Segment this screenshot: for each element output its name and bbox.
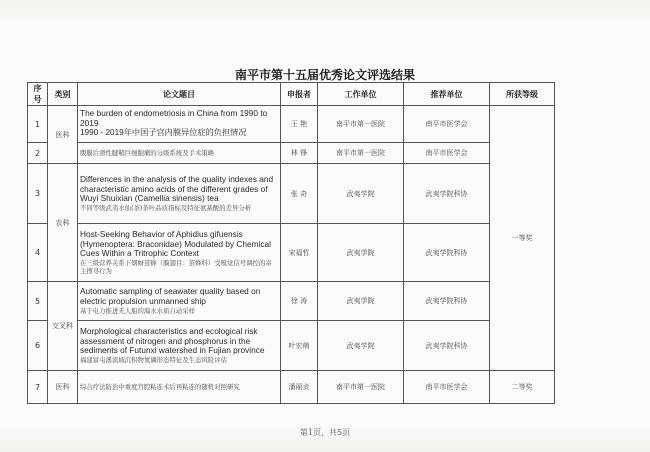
table-row bbox=[28, 321, 555, 371]
paper-title-en: Differences in the analysis of the quality indexes and characteristic amino acids of the different grades of Wuyi Shuixian (Camellia sinensis) tea bbox=[80, 174, 274, 204]
paper-title-zh: 腹膜后滑性腱鞘巨细胞瘤的分级系统及手术策略 bbox=[80, 149, 215, 157]
recommender: 武夷学院科协 bbox=[404, 164, 490, 224]
row-seq: 4 bbox=[28, 224, 48, 282]
author: 叶宏萌 bbox=[281, 321, 318, 371]
author: 潘丽贞 bbox=[281, 371, 318, 404]
category-agriculture: 农科 bbox=[48, 164, 78, 282]
work-unit: 武夷学院 bbox=[318, 321, 404, 371]
header-work-unit: 工作单位 bbox=[318, 83, 404, 106]
author: 林 锋 bbox=[281, 143, 318, 164]
table-row bbox=[28, 282, 555, 321]
work-unit: 南平市第一医院 bbox=[318, 106, 404, 143]
work-unit: 南平市第一医院 bbox=[318, 143, 404, 164]
paper-title bbox=[78, 143, 281, 164]
author: 徐 涛 bbox=[281, 282, 318, 321]
paper-title-en: Morphological characteristics and ecological risk assessment of nitrogen and phosphorus in the sediments of Futunxi watershed in Fujian province bbox=[80, 326, 265, 356]
paper-title bbox=[78, 164, 281, 224]
row-seq: 2 bbox=[28, 143, 48, 164]
work-unit: 武夷学院 bbox=[318, 282, 404, 321]
paper-title-zh: 基于电力推进无人船的海水水质自动采样 bbox=[80, 306, 196, 315]
author: 宋福哲 bbox=[281, 224, 318, 282]
award-first: 一等奖 bbox=[490, 106, 555, 371]
table-row bbox=[28, 143, 555, 164]
paper-title bbox=[78, 371, 281, 404]
author: 张 奇 bbox=[281, 164, 318, 224]
paper-title-zh: 在三级营养关系下烟蚜茧蜂（膜翅目：茧蜂科）受嗅觉信号调控的寄主搜寻行为 bbox=[80, 258, 272, 275]
header-title: 论文题目 bbox=[78, 83, 281, 106]
category-engineering: 交叉科 bbox=[48, 282, 78, 371]
header-category: 类别 bbox=[48, 83, 78, 106]
table-row bbox=[28, 106, 555, 143]
work-unit: 武夷学院 bbox=[318, 224, 404, 282]
paper-title bbox=[78, 106, 281, 143]
category-medical: 医科 bbox=[48, 371, 78, 404]
header-seq: 序号 bbox=[28, 83, 48, 106]
recommender: 南平市医学会 bbox=[404, 143, 490, 164]
recommender: 武夷学院科协 bbox=[404, 321, 490, 371]
document-title: 南平市第十五届优秀论文评选结果 bbox=[234, 68, 415, 82]
header-award: 所获等级 bbox=[490, 83, 555, 106]
page-footer: 第1页，共5页 bbox=[299, 428, 351, 437]
category-medical: 医科 bbox=[48, 106, 78, 164]
table-row bbox=[28, 224, 555, 282]
row-seq: 6 bbox=[28, 321, 48, 371]
recommender: 南平市医学会 bbox=[404, 371, 490, 404]
header-author: 申报者 bbox=[281, 83, 318, 106]
paper-title-en: Automatic sampling of seawater quality based on electric propulsion unmanned ship bbox=[80, 286, 261, 306]
results-table bbox=[27, 82, 555, 404]
paper-title-zh: 福建富屯溪流域沉积物氮磷形态特征及生态风险评估 bbox=[80, 355, 227, 364]
paper-title bbox=[78, 282, 281, 321]
row-seq: 5 bbox=[28, 282, 48, 321]
award-second: 二等奖 bbox=[490, 371, 555, 404]
recommender: 南平市医学会 bbox=[404, 106, 490, 143]
paper-title bbox=[78, 321, 281, 371]
recommender: 武夷学院科协 bbox=[404, 282, 490, 321]
row-seq: 1 bbox=[28, 106, 48, 143]
author: 王 艳 bbox=[281, 106, 318, 143]
row-seq: 7 bbox=[28, 371, 48, 404]
paper-title-en: The burden of endometriosis in China from 1990 to 2019 bbox=[80, 108, 268, 128]
paper-title-zh: 1990 - 2019年中国子宫内膜异位症的负担情况 bbox=[80, 128, 247, 138]
recommender: 武夷学院科协 bbox=[404, 224, 490, 282]
table-row bbox=[28, 164, 555, 224]
work-unit: 武夷学院 bbox=[318, 164, 404, 224]
header-row bbox=[28, 83, 555, 106]
paper-title bbox=[78, 224, 281, 282]
paper-title-zh: 综合疗法防治中重度宫腔粘连术后再粘连的随机对照研究 bbox=[80, 383, 240, 391]
row-seq: 3 bbox=[28, 164, 48, 224]
work-unit: 南平市第一医院 bbox=[318, 371, 404, 404]
table-row bbox=[28, 371, 555, 404]
paper-title-en: Host-Seeking Behavior of Aphidius gifuensis (Hymenoptera: Braconidae) Modulated by Chemical Cues Within a Tritrophic Context bbox=[80, 229, 271, 259]
header-recommender: 推荐单位 bbox=[404, 83, 490, 106]
paper-title-zh: 不同等级武夷水仙(茶)茶叶品质指标及特征氨基酸的差异分析 bbox=[80, 203, 252, 212]
